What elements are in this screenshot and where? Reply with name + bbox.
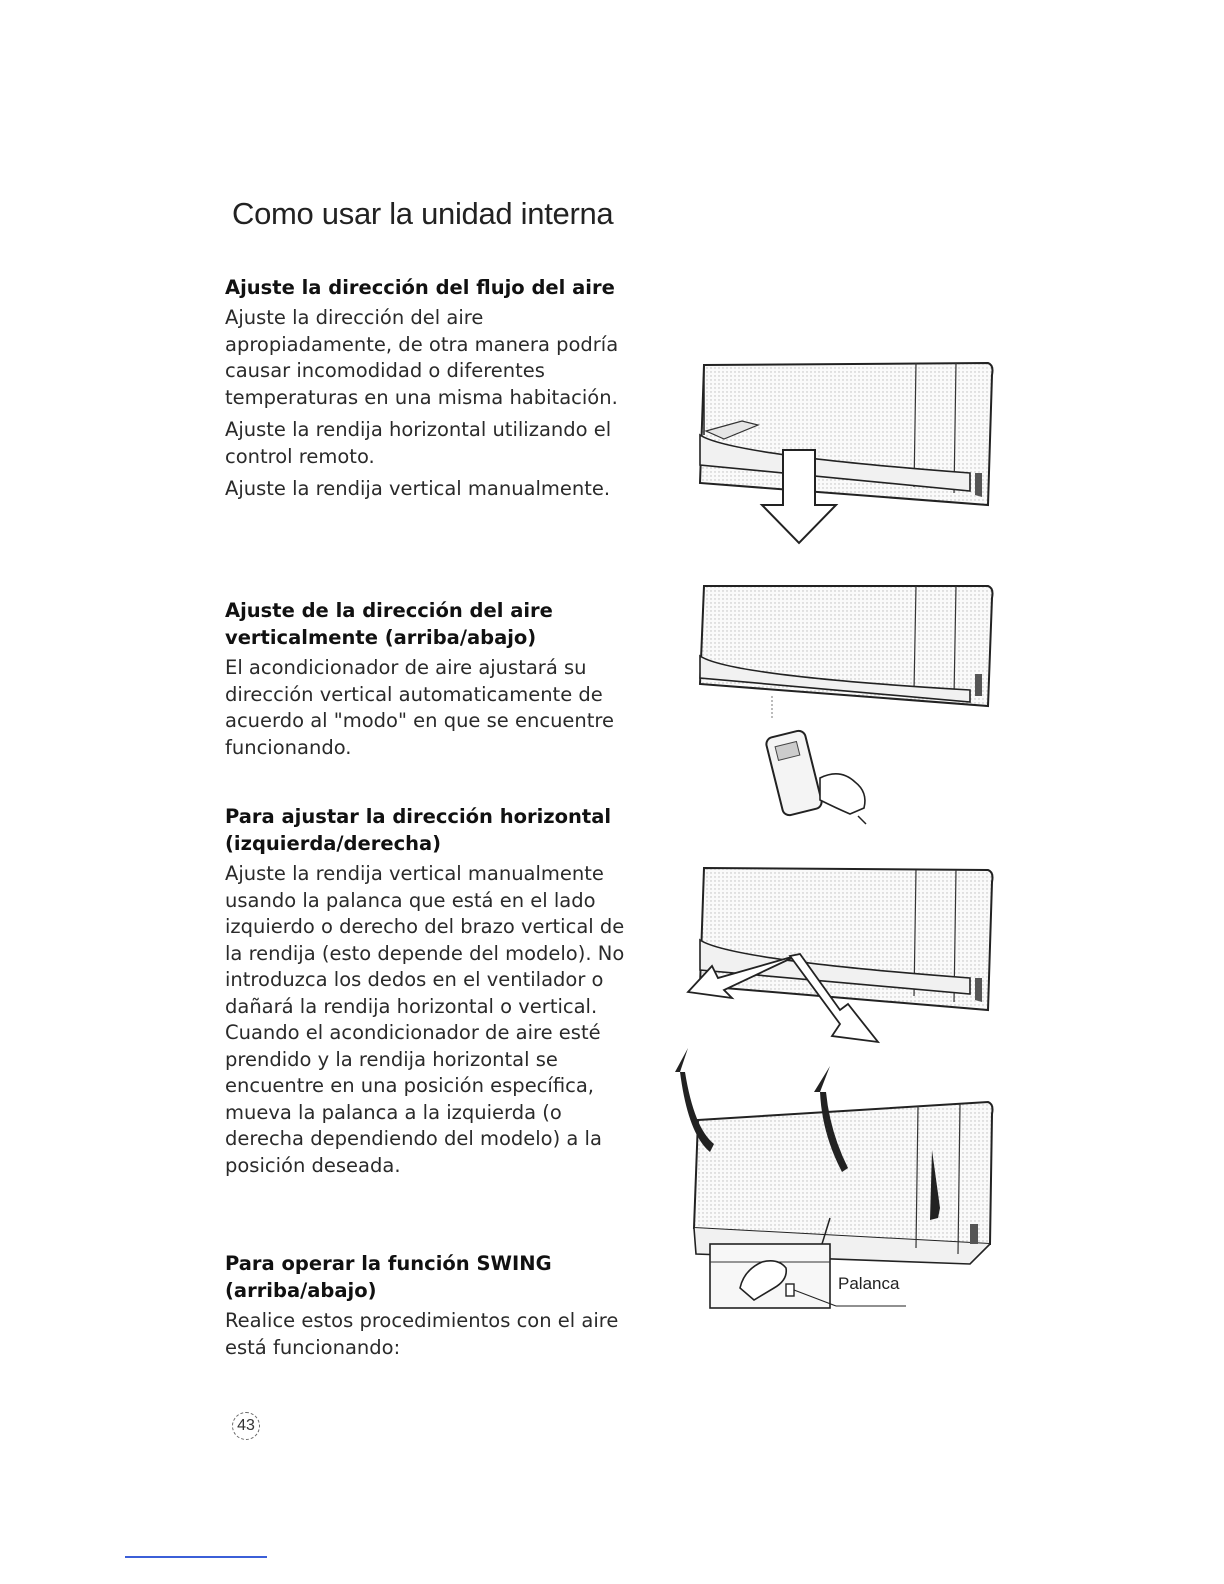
section-heading: Para operar la función SWING (arriba/abajo)	[225, 1252, 552, 1302]
ac-unit-horizontal-flow-illustration	[670, 860, 1010, 1050]
section-paragraph: El acondicionador de aire ajustará su dirección vertical automaticamente de acuerdo al "modo" en que se encuentre funcionando.	[225, 656, 615, 759]
section-airflow-direction	[225, 274, 625, 503]
lever-label: Palanca	[838, 1274, 900, 1293]
section-heading: Ajuste la dirección del flujo del aire	[225, 276, 615, 299]
page-number: 43	[232, 1412, 260, 1440]
section-swing-function	[225, 1250, 625, 1361]
ac-unit-downflow-illustration	[670, 355, 1010, 550]
section-heading: Ajuste de la dirección del aire verticalmente (arriba/abajo)	[225, 599, 553, 649]
footer-divider	[125, 1556, 267, 1558]
section-paragraph: Ajuste la rendija horizontal utilizando el control remoto.	[225, 418, 612, 468]
section-horizontal-direction	[225, 803, 625, 1179]
page-title: Como usar la unidad interna	[232, 196, 614, 231]
ac-unit-remote-illustration	[670, 578, 1010, 828]
section-paragraph: Realice estos procedimientos con el aire está funcionando:	[225, 1309, 619, 1359]
section-vertical-direction	[225, 597, 625, 761]
section-paragraph: Ajuste la rendija vertical manualmente usando la palanca que está en el lado izquierdo o derecho del brazo vertical de la rendija (esto depende del modelo). No introduzca los dedos en el ventilador o dañará la rendija horizontal o vertical. Cuando el acondicionador de aire esté prendido y la rendija horizontal se encuentre en una posición específica, mueva la palanca a la izquierda (o derecha dependiendo del modelo) a la posición deseada.	[225, 862, 625, 1177]
section-paragraph: Ajuste la rendija vertical manualmente.	[225, 477, 611, 500]
section-paragraph: Ajuste la dirección del aire apropiadamente, de otra manera podría causar incomodidad o diferentes temperaturas en una misma habitación.	[225, 306, 619, 409]
section-heading: Para ajustar la dirección horizontal (izquierda/derecha)	[225, 805, 612, 855]
